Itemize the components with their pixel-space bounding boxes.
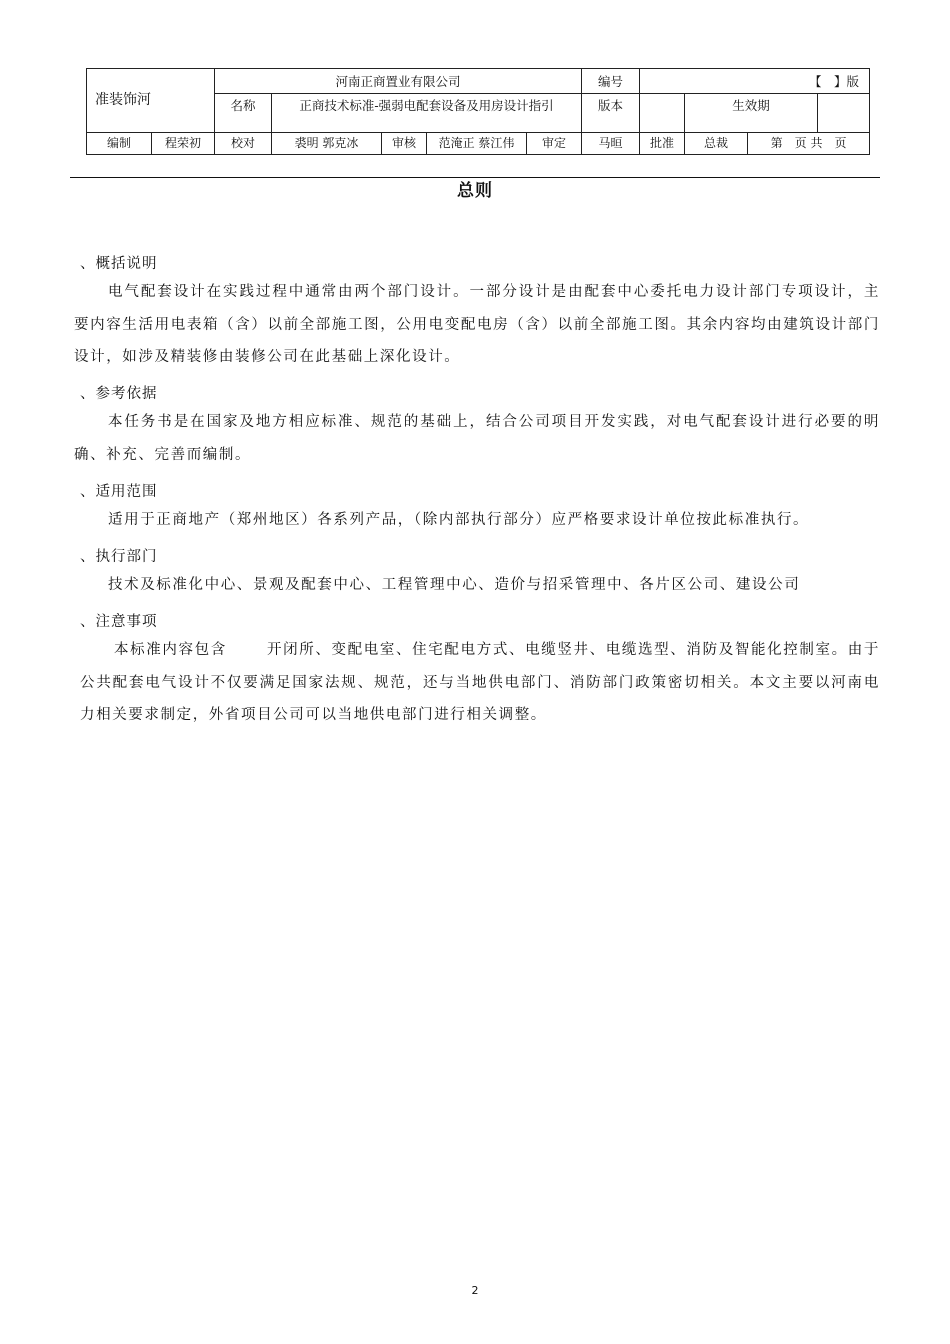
section-heading-overview: 、概括说明 — [80, 256, 158, 272]
section-heading-reference: 、参考依据 — [80, 386, 158, 402]
section-heading-scope: 、适用范围 — [80, 484, 158, 500]
section-heading-departments: 、执行部门 — [80, 549, 158, 565]
effective-value — [818, 94, 870, 133]
section-heading-notes: 、注意事项 — [80, 614, 158, 630]
page-number: 2 — [471, 1284, 479, 1297]
document-name: 正商技术标准-强弱电配套设备及用房设计指引 — [272, 94, 582, 133]
header-table — [86, 68, 870, 155]
document-title: 总则 — [457, 181, 493, 201]
effective-label: 生效期 — [685, 94, 818, 133]
edition-value — [640, 94, 685, 133]
section-body-reference: 本任务书是在国家及地方相应标准、规范的基础上，结合公司项目开发实践，对电气配套设计进行必要的明确、补充、完善而编制。 — [74, 414, 880, 463]
section-body-overview: 电气配套设计在实践过程中通常由两个部门设计。一部分设计是由配套中心委托电力设计部门专项设计，主要内容生活用电表箱（含）以前全部施工图，公用电变配电房（含）以前全部施工图。其余内容均由建筑设计部门设计，如涉及精装修由装修公司在此基础上深化设计。 — [74, 284, 880, 365]
logo-text: 准装饰河 — [87, 69, 215, 133]
number-label: 编号 — [582, 69, 640, 94]
sig-value-compile: 程荣初 — [152, 133, 215, 155]
sig-value-authorize: 总裁 — [685, 133, 748, 155]
section-body-notes — [80, 634, 880, 732]
section-body-scope: 适用于正商地产（郑州地区）各系列产品，（除内部执行部分）应严格要求设计单位按此标准执行。 — [108, 512, 810, 528]
sig-label-authorize: 批准 — [640, 133, 685, 155]
version-field: 【 】版 — [640, 69, 870, 94]
company-name: 河南正商置业有限公司 — [215, 69, 582, 94]
notes-content: 开闭所、变配电室、住宅配电方式、电缆竖井、电缆选型、消防及智能化控制室。由于公共配套电气设计不仅要满足国家法规、规范，还与当地供电部门、消防部门政策密切相关。本文主要以河南电力相关要求制定，外省项目公司可以当地供电部门进行相关调整。 — [80, 642, 881, 723]
notes-intro: 本标准内容包含 — [114, 642, 227, 658]
sig-value-proofread: 裘明 郭克冰 — [272, 133, 382, 155]
page-field: 第 页 共 页 — [748, 133, 870, 155]
sig-value-approve-final: 马晅 — [582, 133, 640, 155]
name-label: 名称 — [215, 94, 272, 133]
section-body-departments: 技术及标准化中心、景观及配套中心、工程管理中心、造价与招采管理中、各片区公司、建设公司 — [108, 577, 801, 593]
sig-label-approve-final: 审定 — [527, 133, 582, 155]
sig-label-review: 审核 — [382, 133, 427, 155]
sig-value-review: 范淹正 蔡江伟 — [427, 133, 527, 155]
sig-label-compile: 编制 — [87, 133, 152, 155]
edition-label: 版本 — [582, 94, 640, 133]
sig-label-proofread: 校对 — [215, 133, 272, 155]
